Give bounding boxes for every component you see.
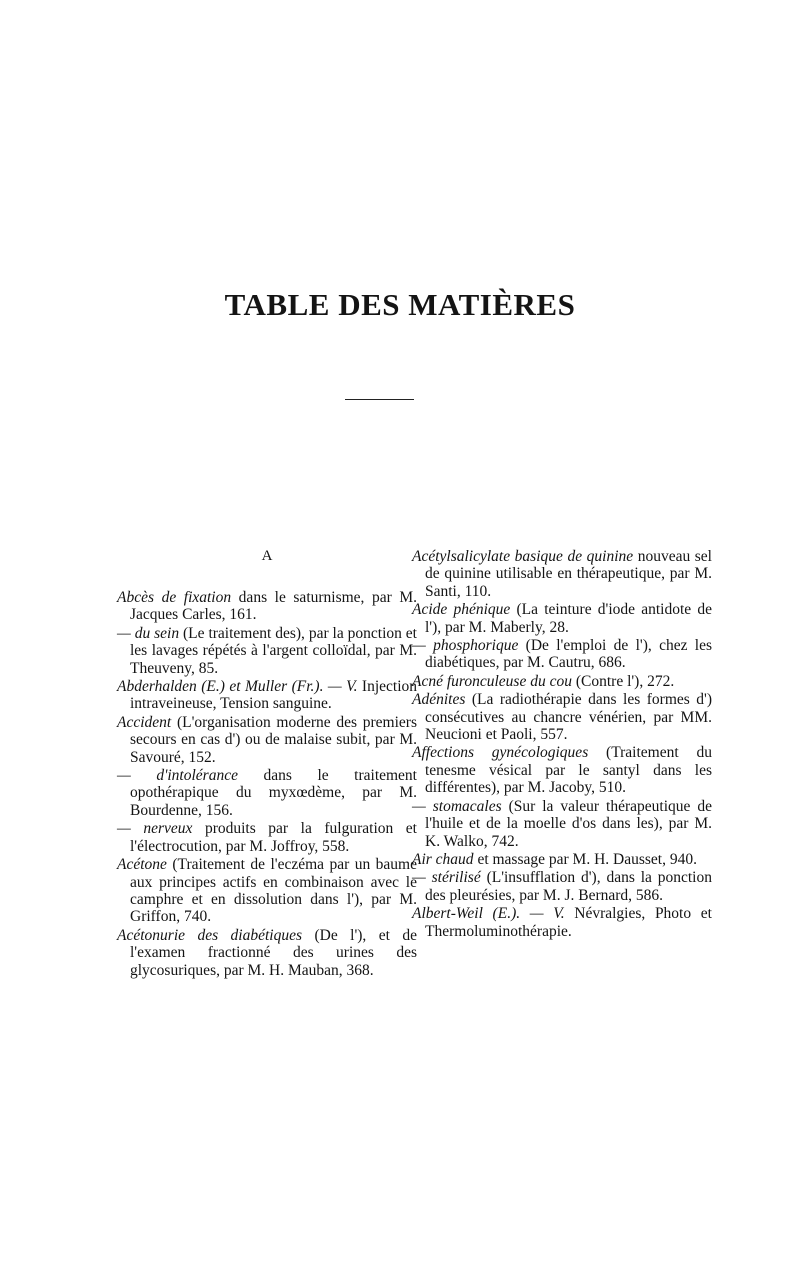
entry-text: (De l'emploi de l'), chez les diabétiques, par M. Cautru, 686.: [425, 637, 712, 672]
entry-term: Acétonurie des diabétiques: [117, 926, 303, 944]
page-title: TABLE DES MATIÈRES: [224, 287, 576, 322]
index-entry: [117, 589, 417, 624]
index-entry: [412, 673, 712, 690]
entry-text: (Le traitement des), par la ponction et les lavages répétés à l'argent colloïdal, par M. Theuveny, 85.: [130, 624, 417, 677]
index-entry: [117, 714, 417, 766]
index-entry: [412, 691, 712, 743]
entry-list-right: [412, 548, 712, 940]
entry-term: Abderhalden (E.) et Muller (Fr.). — V.: [117, 678, 358, 696]
index-entry: [117, 856, 417, 926]
index-entry: [117, 678, 417, 713]
index-entry: [412, 601, 712, 636]
index-entry: [117, 767, 417, 819]
entry-text: (La teinture d'iode antidote de l'), par M. Maberly, 28.: [425, 601, 712, 636]
entry-term: — stomacales: [412, 797, 502, 815]
entry-term: — phosphorique: [412, 637, 519, 655]
entry-term: Air chaud: [412, 850, 474, 868]
index-entry: [412, 798, 712, 850]
entry-text: (Traitement de l'eczéma par un baume aux principes actifs en combinaison avec le camphre et en dissolution dans l'), par M. Griffon, 740.: [130, 856, 417, 926]
index-entry: [412, 869, 712, 904]
entry-term: — nerveux: [117, 820, 193, 838]
index-entry: [117, 625, 417, 677]
entry-text: (L'organisation moderne des premiers secours en cas d') ou de malaise subit, par M. Savouré, 152.: [130, 713, 417, 766]
entry-text: (Contre l'), 272.: [571, 672, 675, 690]
entry-term: — d'intolérance: [117, 767, 238, 785]
entry-text: Injection intraveineuse, Tension sanguine.: [130, 678, 418, 713]
index-entry: [412, 905, 712, 940]
index-entry: [412, 744, 712, 796]
entry-term: Acétylsalicylate basique de quinine: [412, 548, 634, 565]
entry-text: dans le traitement opothérapique du myxœdème, par M. Bourdenne, 156.: [130, 767, 417, 819]
entry-term: Acide phénique: [412, 601, 511, 619]
entry-text: nouveau sel de quinine utilisable en thérapeutique, par M. Santi, 110.: [425, 548, 712, 600]
entry-term: Abcès de fixation: [117, 589, 232, 606]
index-entry: [412, 637, 712, 672]
entry-term: — du sein: [117, 624, 180, 642]
entry-term: Albert-Weil (E.). — V.: [412, 905, 565, 923]
entry-text: (La radiothérapie dans les formes d') consécutives au chancre vénérien, par MM. Neucioni et Paoli, 557.: [425, 691, 712, 744]
title-divider: [345, 399, 414, 400]
entry-text: Névralgies, Photo et Thermoluminothérapie.: [425, 905, 712, 940]
index-entry: [412, 548, 712, 600]
index-column-left: [117, 548, 417, 980]
entry-text: (Sur la valeur thérapeutique de l'huile et de la moelle d'os dans les), par M. K. Walko, 742.: [425, 797, 712, 850]
index-entry: [117, 927, 417, 979]
index-column-right: [412, 548, 712, 941]
entry-term: Acétone: [117, 856, 167, 874]
entry-list-left: [117, 589, 417, 979]
entry-text: produits par la fulguration et l'électrocution, par M. Joffroy, 558.: [130, 820, 417, 855]
entry-term: — stérilisé: [412, 869, 481, 887]
entry-text: (L'insufflation d'), dans la ponction des pleurésies, par M. J. Bernard, 586.: [425, 869, 712, 904]
entry-term: Accident: [117, 713, 172, 731]
entry-text: (Traitement du tenesme vésical par le santyl dans les différentes), par M. Jacoby, 510.: [425, 744, 712, 797]
section-letter: A: [261, 548, 273, 564]
entry-term: Adénites: [412, 691, 466, 709]
index-entry: [412, 851, 712, 868]
entry-text: (De l'), et de l'examen fractionné des urines des glycosuriques, par M. H. Mauban, 368.: [130, 926, 418, 979]
entry-term: Affections gynécologiques: [412, 744, 589, 762]
index-entry: [117, 820, 417, 855]
entry-text: dans le saturnisme, par M. Jacques Carles, 161.: [130, 589, 418, 624]
entry-term: Acné furonculeuse du cou: [412, 672, 572, 690]
entry-text: et massage par M. H. Dausset, 940.: [473, 850, 697, 868]
